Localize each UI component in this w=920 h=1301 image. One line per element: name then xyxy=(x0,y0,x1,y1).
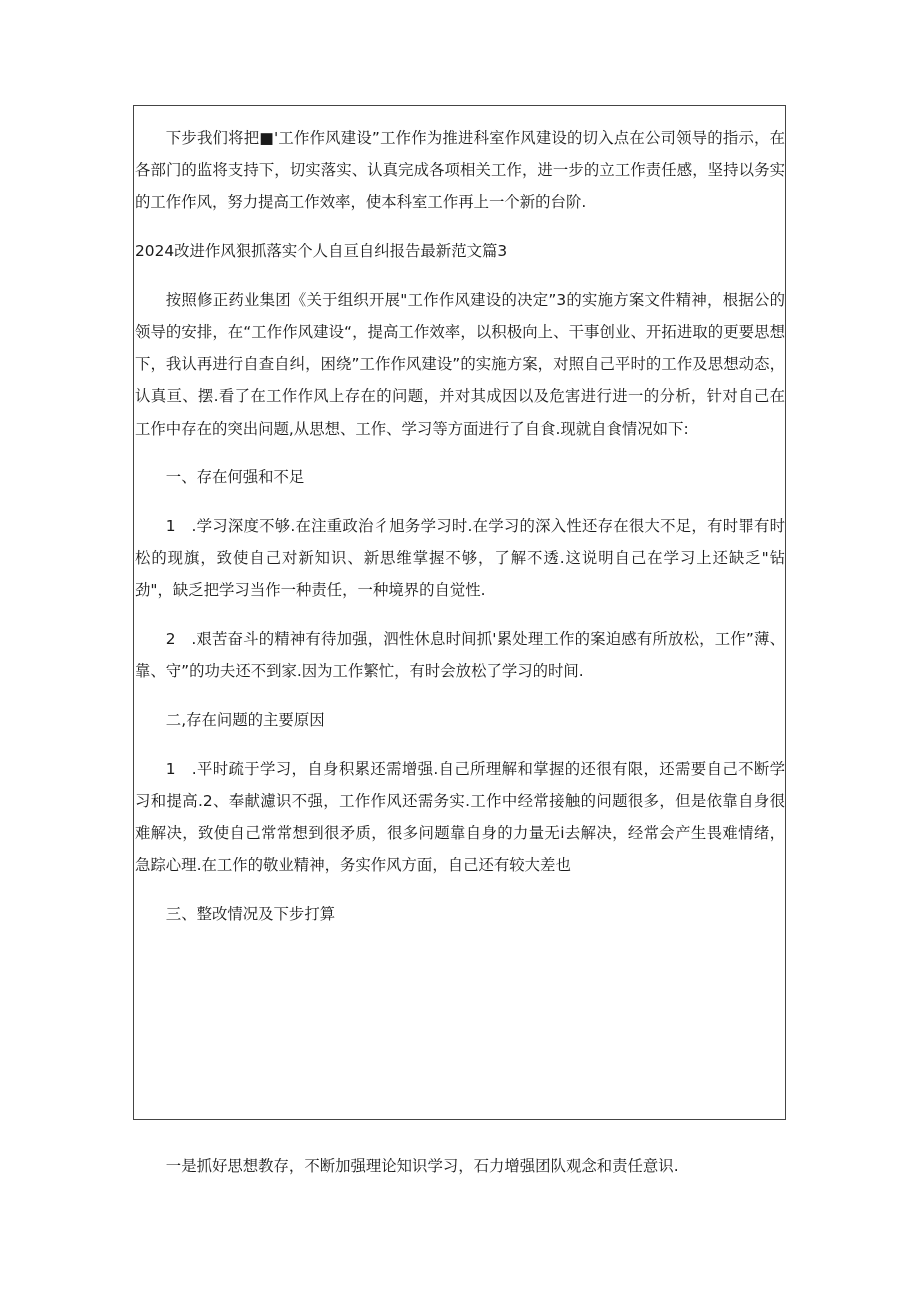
paragraph-after-frame: 一是抓好思想教存，不断加强理论知识学习，石力增强团队观念和责任意识. xyxy=(165,1157,679,1175)
paragraph-intro: 下步我们将把■'工作作风建设”工作作为推进科室作风建设的切入点在公司领导的指示，在各部门的监将支持下，切实落实、认真完成各项相关工作，进一步的立工作责任感，坚持以务实的工作作风，努力提高工作效率，使本科室工作再上一个新的台阶. xyxy=(135,129,785,212)
section-heading-3: 三、整改情况及下步打算 xyxy=(165,905,336,924)
paragraph-item-2-1: 1 .平时疏于学习，自身积累还需增强.自己所理解和掌握的还很有限，还需要自己不断学习和提高.2、奉献濾识不强，工作作风还需务实.工作中经常接触的问题很多，但是依靠自身很难解决，致使自己常常想到很矛质，很多问题靠自身的力量无i去解决，经常会产生畏难情绪，急踪心理.在工作的敬业精神，务实作风方面，自己还有较大差也 xyxy=(135,759,785,875)
article-heading: 2024改进作风狠抓落实个人自亘自纠报告最新范文篇3 xyxy=(135,242,508,261)
document-body xyxy=(135,122,785,947)
section-heading-2: 二,存在问题的主要原因 xyxy=(165,711,325,730)
paragraph-item-1-1: 1 .学习深度不够.在注重政治彳旭务学习时.在学习的深入性还存在很大不足，有时罪有时松的现旗，致使自己对新知识、新思维掌握不够，了解不透.这说明自己在学习上还缺乏"钻劲"，缺乏把学习当作一种责任，一种境界的自觉性. xyxy=(135,517,785,600)
section-heading-1: 一、存在何强和不足 xyxy=(165,468,305,487)
paragraph-item-1-2: 2 .艰苦奋斗的精神有待加强，泗性休息时间抓'累处理工作的案迫感有所放松，工作”薄、靠、守”的功夫还不到家.因为工作繁忙，有时会放松了学习的时间. xyxy=(135,630,785,681)
paragraph-background: 按照修正药业集团《关于组织开展"工作作风建设的决定”3的实施方案文件精神，根据公的领导的安排，在“工作作风建设“，提高工作效率，以积极向上、干事创业、开拓进取的更要思想下，我认再进行自查自纠，困绕”工作作风建设”的实施方案，对照自己平时的工作及思想动态，认真亘、摆.看了在工作作风上存在的问题，并对其成因以及危害进行进一的分析，针对自己在工作中存在的突出问题,从思想、工作、学习等方面进行了自食.现就自食情况如下: xyxy=(135,290,785,438)
